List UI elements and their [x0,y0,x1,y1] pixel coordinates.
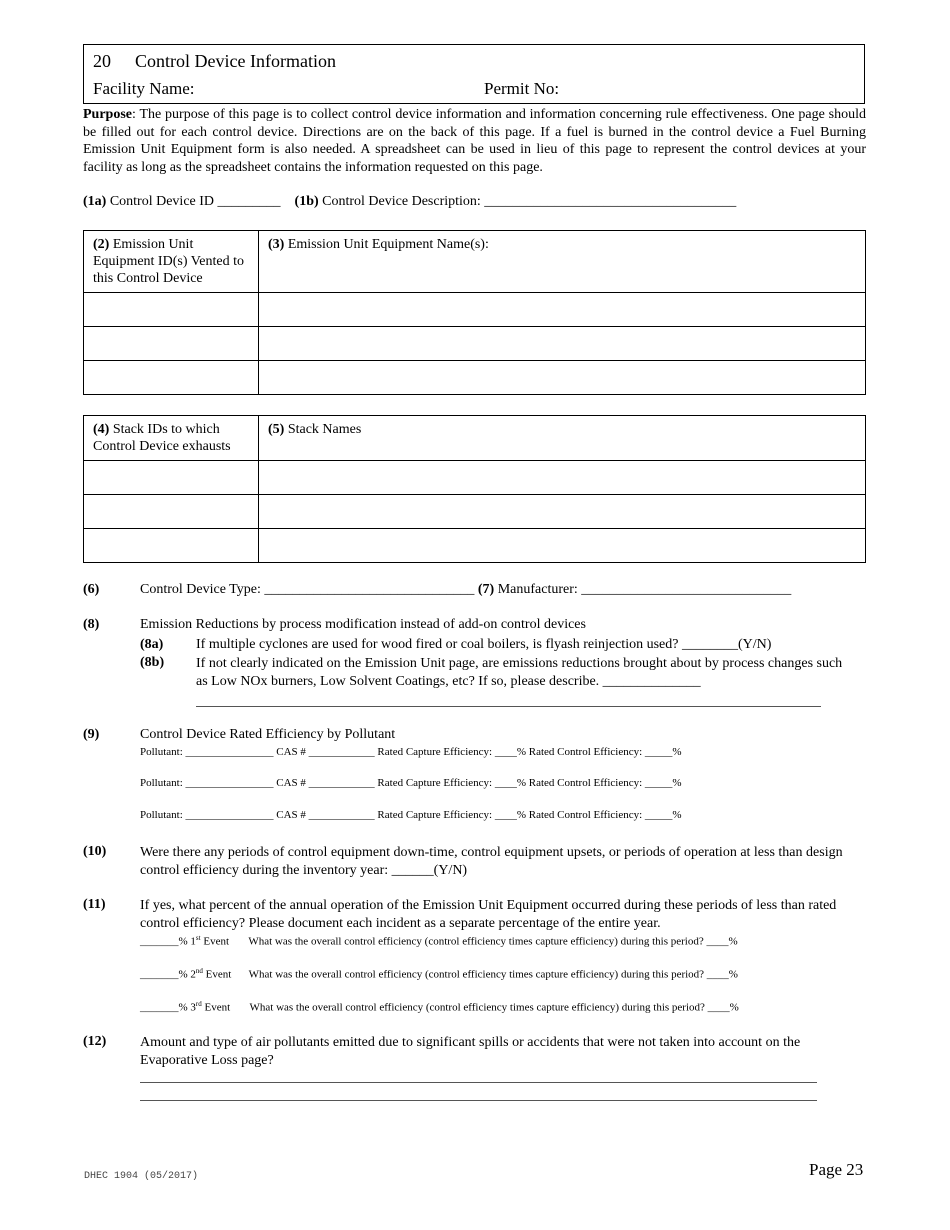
page-number: Page 23 [809,1160,864,1179]
emission-unit-id-header: (2) Emission Unit Equipment ID(s) Vented to this Control Device [84,231,259,293]
form-code: DHEC 1904 (05/2017) [84,1171,199,1182]
q12-number: (12) [83,1034,107,1049]
q8-number: (8) [83,617,100,632]
q7-number: (7) [477,582,495,597]
q10-text[interactable]: Were there any periods of control equipment down-time, control equipment upsets, or periods of operation at less than design control efficiency during the inventory year: ______(Y/N) [140,845,843,878]
stack-name-cell[interactable] [259,495,866,529]
event-row-1[interactable]: _______% 1st Event What was the overall control efficiency (control efficiency times capture efficiency) during this period? ____% [140,934,738,948]
q8b-number: (8b) [140,655,165,670]
form-header-box [83,44,865,104]
stack-id-cell[interactable] [84,495,259,529]
q12-text: Amount and type of air pollutants emitted due to significant spills or accidents that were not taken into account on the Evaporative Loss page? [140,1035,801,1068]
q8a-number: (8a) [140,637,164,652]
manufacturer-field[interactable]: ______________________________ [581,582,792,597]
table-row [84,293,866,327]
stack-id-cell[interactable] [84,529,259,563]
emission-unit-name-cell[interactable] [259,293,866,327]
section-title-text: Control Device Information [135,51,336,71]
event-row-3[interactable]: _______% 3rd Event What was the overall control efficiency (control efficiency times capture efficiency) during this period? ____% [140,1000,739,1014]
control-device-id-field[interactable]: _________ [217,194,281,209]
q12-answer-line-1[interactable] [140,1082,817,1083]
question-1 [83,194,736,210]
pollutant-efficiency-row[interactable]: Pollutant: ________________ CAS # ____________ Rated Capture Efficiency: ____% Rated Control Efficiency: _____% [140,809,682,821]
q11-number: (11) [83,897,106,912]
q8b-answer-line[interactable] [196,706,821,707]
emission-unit-id-cell[interactable] [84,361,259,395]
q8b-text[interactable]: If not clearly indicated on the Emission Unit page, are emissions reductions brought about by process changes such as Low NOx burners, Low Solvent Coatings, etc? If so, please describe. ______________ [196,656,843,689]
q8-label: Emission Reductions by process modification instead of add-on control devices [140,617,586,632]
emission-unit-name-header: (3) Emission Unit Equipment Name(s): [259,231,866,293]
purpose-paragraph [83,106,866,176]
q8a-text[interactable]: If multiple cyclones are used for wood fired or coal boilers, is flyash reinjection used? ________(Y/N) [196,637,772,652]
q1a-number: (1a) [83,194,107,209]
stack-table [83,415,866,563]
emission-unit-id-cell[interactable] [84,327,259,361]
table-header-row [84,231,866,293]
section-number: 20 [93,51,111,71]
stack-id-cell[interactable] [84,461,259,495]
control-device-id-label: Control Device ID [109,194,215,209]
purpose-text: : The purpose of this page is to collect control device information and information concerning rule effectiveness. One page should be filled out for each control device. Directions are on the back of this page. If a fuel is burned in the control device a Fuel Burning Emission Unit Equipment form is also needed. A spreadsheet can be used in lieu of this page to represent the control devices at your facility as long as the spreadsheet contains the information requested on this page. [83,107,866,175]
q1b-number: (1b) [294,194,319,209]
stack-name-header: (5) Stack Names [259,416,866,461]
emission-unit-id-cell[interactable] [84,293,259,327]
table-header-row [84,416,866,461]
overall-efficiency-question[interactable]: What was the overall control efficiency (control efficiency times capture efficiency) during this period? ____% [248,935,738,948]
question-6-7 [140,582,791,598]
section-title [93,51,336,72]
stack-name-cell[interactable] [259,529,866,563]
facility-name-label: Facility Name: [93,79,195,98]
event-row-2[interactable]: _______% 2nd Event What was the overall control efficiency (control efficiency times capture efficiency) during this period? ____% [140,967,738,981]
q9-label: Control Device Rated Efficiency by Pollutant [140,727,396,742]
q10-number: (10) [83,844,107,859]
q6-number: (6) [83,582,100,597]
q9-number: (9) [83,727,100,742]
emission-unit-name-cell[interactable] [259,361,866,395]
q12-answer-line-2[interactable] [140,1100,817,1101]
manufacturer-label: Manufacturer: [497,582,578,597]
overall-efficiency-question[interactable]: What was the overall control efficiency (control efficiency times capture efficiency) during this period? ____% [249,1001,739,1014]
q11-text: If yes, what percent of the annual operation of the Emission Unit Equipment occurred during these periods of less than rated control efficiency? Please document each incident as a separate percentage of the entire year. [140,898,837,931]
pollutant-efficiency-row[interactable]: Pollutant: ________________ CAS # ____________ Rated Capture Efficiency: ____% Rated Control Efficiency: _____% [140,746,682,758]
stack-id-header: (4) Stack IDs to which Control Device exhausts [84,416,259,461]
control-device-description-label: Control Device Description: [322,194,481,209]
control-device-description-field[interactable]: ____________________________________ [484,194,737,209]
table-row [84,327,866,361]
permit-no-label: Permit No: [484,79,560,98]
pollutant-efficiency-row[interactable]: Pollutant: ________________ CAS # ____________ Rated Capture Efficiency: ____% Rated Control Efficiency: _____% [140,777,682,789]
table-row [84,461,866,495]
control-device-type-label: Control Device Type: [140,582,261,597]
emission-unit-table [83,230,866,395]
table-row [84,495,866,529]
table-row [84,361,866,395]
control-device-type-field[interactable]: ______________________________ [264,582,475,597]
emission-unit-name-cell[interactable] [259,327,866,361]
table-row [84,529,866,563]
stack-name-cell[interactable] [259,461,866,495]
purpose-label: Purpose [83,107,132,122]
overall-efficiency-question[interactable]: What was the overall control efficiency (control efficiency times capture efficiency) during this period? ____% [248,968,738,981]
